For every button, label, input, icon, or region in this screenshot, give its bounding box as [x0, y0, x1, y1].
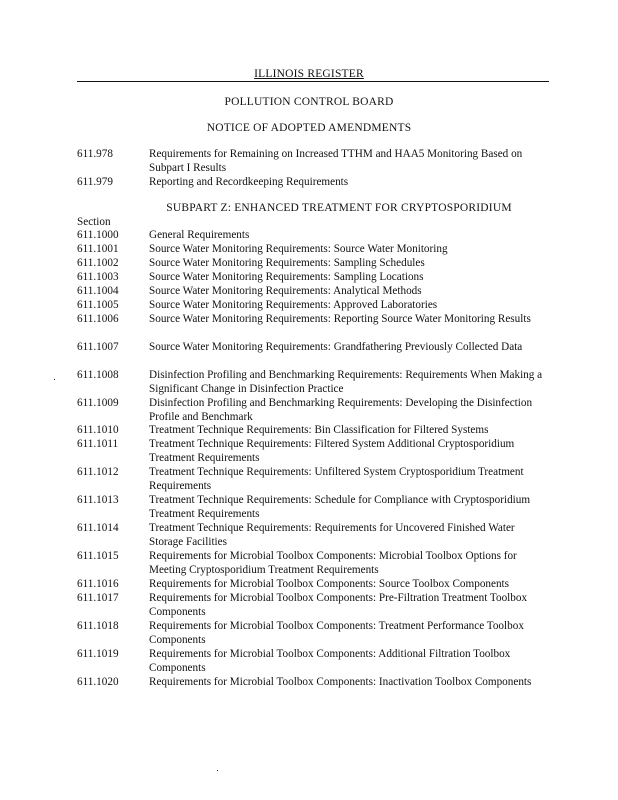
subpart-heading: SUBPART Z: ENHANCED TREATMENT FOR CRYPTOSPORIDIUM — [166, 202, 512, 214]
section-number: 611.1019 — [77, 648, 119, 660]
section-number: 611.1009 — [77, 397, 119, 409]
section-title: Source Water Monitoring Requirements: Analytical Methods — [149, 285, 422, 297]
section-number: 611.1007 — [77, 341, 119, 353]
section-title: Requirements for Microbial Toolbox Components: Source Toolbox Components — [149, 578, 510, 590]
section-number: 611.1002 — [77, 257, 119, 269]
section-title: Reporting and Recordkeeping Requirements — [149, 176, 349, 188]
section-number: 611.1001 — [77, 243, 119, 255]
section-title: Requirements for Microbial Toolbox Components: Microbial Toolbox Options for Meeting Cryptosporidium Treatment Requirements — [149, 550, 517, 576]
section-title: Source Water Monitoring Requirements: Grandfathering Previously Collected Data — [149, 341, 523, 353]
section-number: 611.979 — [77, 176, 113, 188]
section-title: Source Water Monitoring Requirements: Approved Laboratories — [149, 299, 438, 311]
section-title: Treatment Technique Requirements: Unfiltered System Cryptosporidium Treatment Requirements — [149, 466, 524, 492]
section-column-label: Section — [77, 216, 111, 228]
section-title: Requirements for Remaining on Increased TTHM and HAA5 Monitoring Based on Subpart I Results — [149, 148, 523, 174]
section-number: 611.1006 — [77, 313, 119, 325]
scan-speck — [217, 770, 218, 771]
scan-speck — [54, 379, 55, 380]
section-number: 611.1003 — [77, 271, 119, 283]
header-rule — [77, 81, 549, 82]
section-title: Requirements for Microbial Toolbox Components: Pre-Filtration Treatment Toolbox Components — [149, 592, 528, 618]
section-title: Disinfection Profiling and Benchmarking Requirements: Requirements When Making a Significant Change in Disinfection Practice — [149, 369, 543, 395]
section-title: Treatment Technique Requirements: Filtered System Additional Cryptosporidium Treatment Requirements — [149, 438, 515, 464]
section-number: 611.1011 — [77, 438, 119, 450]
section-number: 611.1017 — [77, 592, 119, 604]
section-number: 611.1018 — [77, 620, 119, 632]
section-title: Treatment Technique Requirements: Bin Classification for Filtered Systems — [149, 424, 489, 436]
section-number: 611.1012 — [77, 466, 119, 478]
section-title: Treatment Technique Requirements: Requirements for Uncovered Finished Water Storage Facilities — [149, 522, 515, 548]
section-title: Source Water Monitoring Requirements: Source Water Monitoring — [149, 243, 448, 255]
section-title: Requirements for Microbial Toolbox Components: Treatment Performance Toolbox Components — [149, 620, 524, 646]
section-number: 611.1020 — [77, 676, 119, 688]
section-title: Source Water Monitoring Requirements: Reporting Source Water Monitoring Results — [149, 313, 531, 325]
section-title: Source Water Monitoring Requirements: Sampling Locations — [149, 271, 424, 283]
section-number: 611.1016 — [77, 578, 119, 590]
section-number: 611.1010 — [77, 424, 119, 436]
section-number: 611.1014 — [77, 522, 119, 534]
section-title: Requirements for Microbial Toolbox Components: Inactivation Toolbox Components — [149, 676, 532, 688]
agency-name: POLLUTION CONTROL BOARD — [224, 96, 394, 108]
section-title: Treatment Technique Requirements: Schedule for Compliance with Cryptosporidium Treatment Requirements — [149, 494, 531, 520]
section-number: 611.1005 — [77, 299, 119, 311]
section-number: 611.1008 — [77, 369, 119, 381]
section-number: 611.978 — [77, 148, 113, 160]
running-header: ILLINOIS REGISTER — [254, 68, 364, 80]
section-number: 611.1015 — [77, 550, 119, 562]
section-title: Disinfection Profiling and Benchmarking Requirements: Developing the Disinfection Profile and Benchmark — [149, 397, 533, 423]
section-title: Source Water Monitoring Requirements: Sampling Schedules — [149, 257, 425, 269]
section-number: 611.1000 — [77, 229, 119, 241]
section-title: General Requirements — [149, 229, 250, 241]
section-title: Requirements for Microbial Toolbox Components: Additional Filtration Toolbox Components — [149, 648, 511, 674]
section-number: 611.1004 — [77, 285, 119, 297]
notice-type: NOTICE OF ADOPTED AMENDMENTS — [206, 122, 412, 134]
section-number: 611.1013 — [77, 494, 119, 506]
